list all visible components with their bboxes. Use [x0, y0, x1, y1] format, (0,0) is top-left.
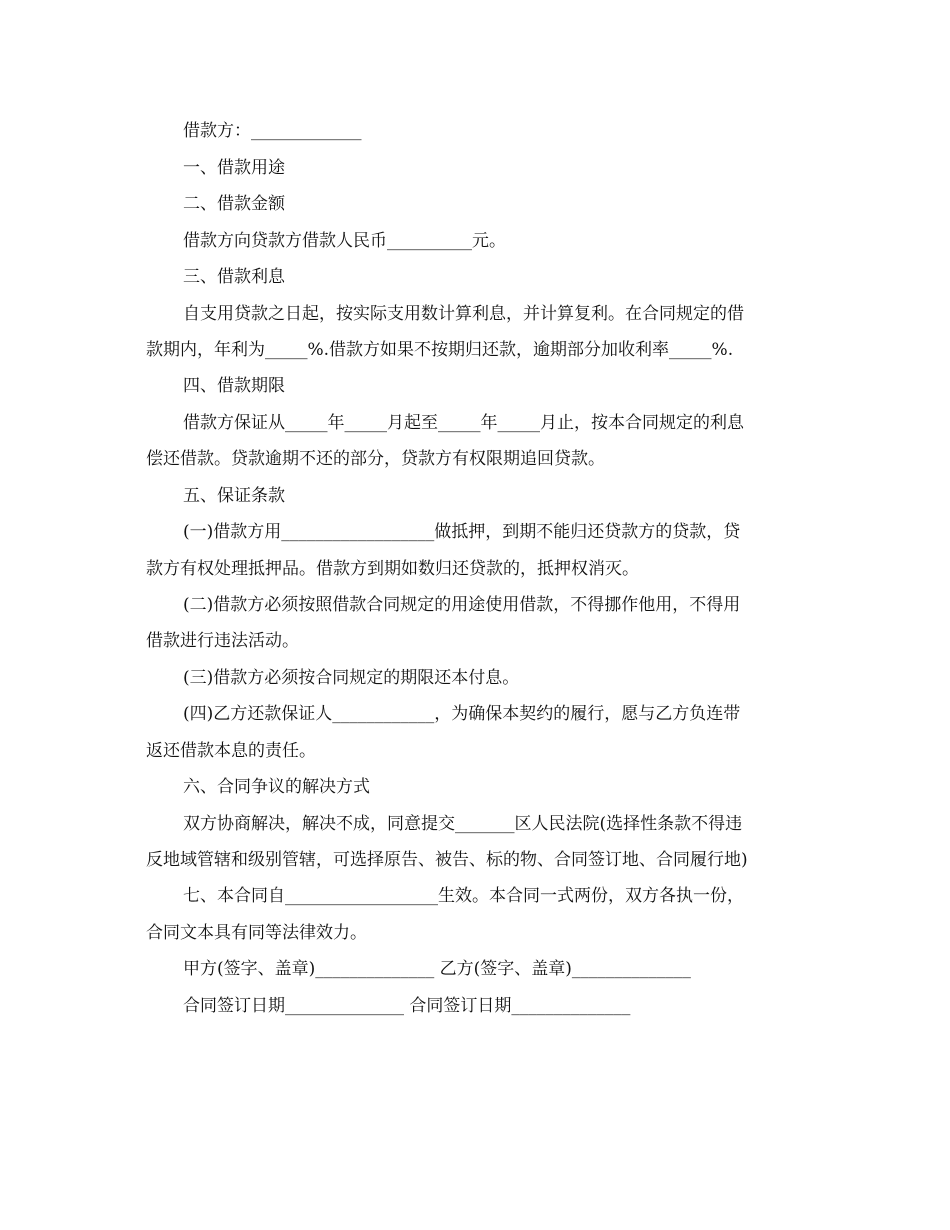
section-heading: 四、借款期限: [183, 376, 285, 396]
paragraph-line: 双方协商解决，解决不成，同意提交_______区人民法院(选择性条款不得违: [183, 814, 743, 834]
borrower-line: 借款方：_____________: [183, 121, 362, 141]
paragraph-line: 款方有权处理抵押品。借款方到期如数归还贷款的，抵押权消灭。: [146, 559, 639, 579]
section-heading: 二、借款金额: [183, 194, 285, 214]
paragraph-line: (二)借款方必须按照借款合同规定的用途使用借款，不得挪作他用，不得用: [183, 595, 741, 615]
paragraph-line: 偿还借款。贷款逾期不还的部分，贷款方有权限期追回贷款。: [146, 449, 605, 469]
paragraph-line: 七、本合同自__________________生效。本合同一式两份，双方各执一份，: [183, 886, 744, 906]
paragraph-line: 返还借款本息的责任。: [146, 741, 316, 761]
section-heading: 一、借款用途: [183, 158, 285, 178]
signature-line: 甲方(签字、盖章)______________ 乙方(签字、盖章)______________: [183, 959, 691, 979]
paragraph-line: (四)乙方还款保证人____________，为确保本契约的履行，愿与乙方负连带: [183, 704, 741, 724]
paragraph-line: 合同文本具有同等法律效力。: [146, 923, 367, 943]
section-heading: 三、借款利息: [183, 267, 285, 287]
paragraph-line: (一)借款方用__________________做抵押，到期不能归还贷款方的贷款，贷: [183, 522, 741, 542]
paragraph-line: 借款方向贷款方借款人民币__________元。: [183, 231, 506, 251]
paragraph-line: 反地域管辖和级别管辖，可选择原告、被告、标的物、合同签订地、合同履行地): [146, 850, 748, 870]
paragraph-line: 款期内，年利为_____%.借款方如果不按期归还款，逾期部分加收利率_____%.: [146, 340, 734, 360]
paragraph-line: 自支用贷款之日起，按实际支用数计算利息，并计算复利。在合同规定的借: [183, 304, 744, 324]
paragraph-line: 借款方保证从_____年_____月起至_____年_____月止，按本合同规定的利息: [183, 413, 744, 433]
signing-date-line: 合同签订日期______________ 合同签订日期______________: [183, 996, 631, 1016]
section-heading: 六、合同争议的解决方式: [183, 777, 370, 797]
paragraph-line: 借款进行违法活动。: [146, 631, 299, 651]
paragraph-line: (三)借款方必须按合同规定的期限还本付息。: [183, 668, 520, 688]
section-heading: 五、保证条款: [183, 486, 285, 506]
